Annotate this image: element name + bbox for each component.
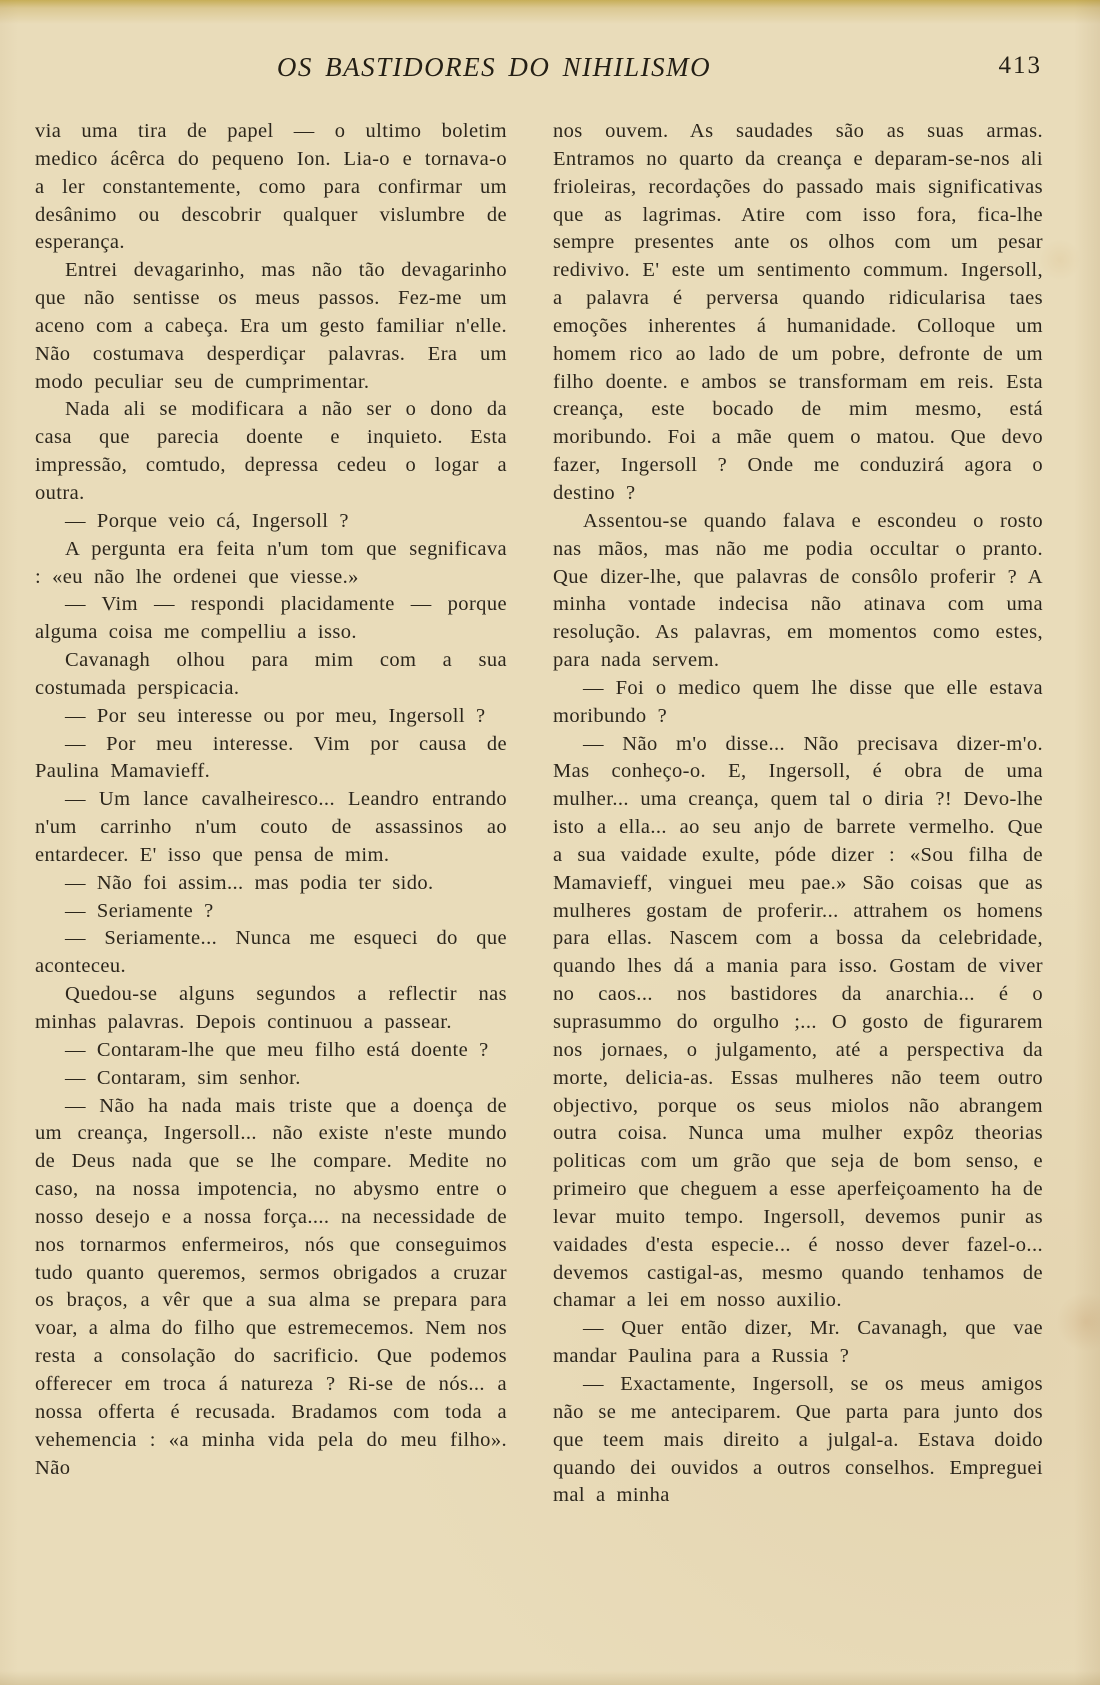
paragraph: nos ouvem. As saudades são as suas armas. Entramos no quarto da creança e deparam-se-nos ali frioleiras, recordações do passado mais significativas que as lagrimas. Atire com isso fora, fica-lhe sempre presentes ante os olhos com um pesar redivivo. E' este um sentimento commum. Ingersoll, a palavra é perversa quando ridicularisa taes emoções inherentes á humanidade. Colloque um homem rico ao lado de um pobre, defronte de um filho doente. e ambos se transformam em reis. Esta creança, este bocado de mim mesmo, está moribundo. Foi a mãe quem o matou. Que devo fazer, Ingersoll ? Onde me conduzirá agora o destino ? (553, 120, 1043, 504)
paragraph: — Seriamente... Nunca me esqueci do que aconteceu. (35, 927, 507, 978)
paragraph: — Por seu interesse ou por meu, Ingersoll ? (65, 704, 486, 727)
paragraph: Assentou-se quando falava e escondeu o rosto nas mãos, mas não me podia occultar o pranto. Que dizer-lhe, que palavras de consôlo proferir ? A minha vontade indecisa não atinava com uma resolução. As palavras, em momentos como estes, para nada servem. (553, 509, 1043, 672)
paragraph: via uma tira de papel — o ultimo boletim medico ácêrca do pequeno Ion. Lia-o e tornava-o a ler constantemente, como para confirmar um desânimo ou descobrir qualquer vislumbre de esperança. (35, 120, 507, 254)
paragraph: — Não m'o disse... Não precisava dizer-m'o. Mas conheço-o. E, Ingersoll, é obra de uma mulher... uma creança, quem tal o diria ?! Devo-lhe isto a ella... ao seu anjo de barrete vermelho. Que a sua vaidade exulte, póde dizer : «Sou filha de Mamavieff, vinguei meu pae.» São coisas que as mulheres gostam de proferir... attrahem os homens para ellas. Nascem com a bossa da celebridade, quando lhes dá a mania para isso. Gostam de viver no caos... nos bastidores da anarchia... é o suprasummo do orgulho ;... O gosto de figurarem nos jornaes, o julgamento, até a perspectiva da morte, delicia-as. Essas mulheres não teem outro objectivo, porque os seus miolos não abrangem outra coisa. Nunca uma mulher expôz theorias politicas com um grão que seja de bom senso, e primeiro que cheguem a esse aperfeiçoamento ha de levar muito tempo. Ingersoll, devemos punir as vaidades d'esta especie... é nosso dever fazel-o... devemos castigal-as, mesmo quando tenhamos de chamar a lei em nosso auxilio. (553, 732, 1043, 1312)
paragraph: Cavanagh olhou para mim com a sua costumada perspicacia. (35, 649, 507, 699)
paragraph: — Não ha nada mais triste que a doença de um creança, Ingersoll... não existe n'este mundo de Deus nada que se lhe compare. Medite no caso, na nossa impotencia, no abysmo entre o nosso desejo e a nossa força.... na necessidade de nos tornarmos enfermeiros, nós que conseguimos tudo quanto queremos, sermos obrigados a cruzar os braços, a vêr que a sua alma se prepara para voar, a alma do filho que estremecemos. Nem nos resta a consolação do sacrificio. Que podemos offerecer em troca á natureza ? Ri-se de nós... a nossa offerta é recusada. Bradamos com toda a vehemencia : «a minha vida pela do meu filho». Não (35, 1094, 507, 1479)
paragraph: — Quer então dizer, Mr. Cavanagh, que vae mandar Paulina para a Russia ? (553, 1317, 1043, 1368)
paragraph: — Exactamente, Ingersoll, se os meus amigos não se me anteciparem. Que parta para junto dos que teem mais direito a julgal-a. Estava doido quando dei ouvidos a outros conselhos. Empreguei mal a minha (553, 1372, 1043, 1507)
column-left (35, 118, 507, 1510)
paragraph: Quedou-se alguns segundos a reflectir nas minhas palavras. Depois continuou a passear. (35, 983, 507, 1033)
paragraph: — Porque veio cá, Ingersoll ? (65, 509, 349, 532)
paragraph: A pergunta era feita n'um tom que segnificava : «eu não lhe ordenei que viesse.» (35, 537, 507, 588)
paragraph: — Vim — respondi placidamente — porque alguma coisa me compelliu a isso. (35, 593, 507, 644)
paragraph: Entrei devagarinho, mas não tão devagarinho que não sentisse os meus passos. Fez-me um aceno com a cabeça. Era um gesto familiar n'elle. Não costumava desperdiçar palavras. Era um modo peculiar seu de cumprimentar. (35, 259, 507, 393)
paragraph: — Seriamente ? (65, 899, 214, 922)
page-header (0, 0, 1100, 90)
paragraph: — Um lance cavalheiresco... Leandro entrando n'um carrinho n'um couto de assassinos ao entardecer. E' isso que pensa de mim. (35, 788, 507, 866)
paragraph: — Por meu interesse. Vim por causa de Paulina Mamavieff. (35, 732, 507, 783)
paragraph: Nada ali se modificara a não ser o dono da casa que parecia doente e inquieto. Esta impressão, comtudo, depressa cedeu o logar a outra. (35, 398, 507, 504)
paragraph: — Contaram-lhe que meu filho está doente ? (65, 1038, 489, 1061)
running-title: OS BASTIDORES DO NIHILISMO (276, 52, 712, 82)
paragraph: — Contaram, sim senhor. (65, 1066, 301, 1089)
column-right (553, 118, 1043, 1510)
text-columns (0, 90, 1100, 1510)
paragraph: — Não foi assim... mas podia ter sido. (65, 871, 434, 894)
page-number: 413 (998, 52, 1042, 79)
paragraph: — Foi o medico quem lhe disse que elle estava moribundo ? (553, 676, 1043, 727)
